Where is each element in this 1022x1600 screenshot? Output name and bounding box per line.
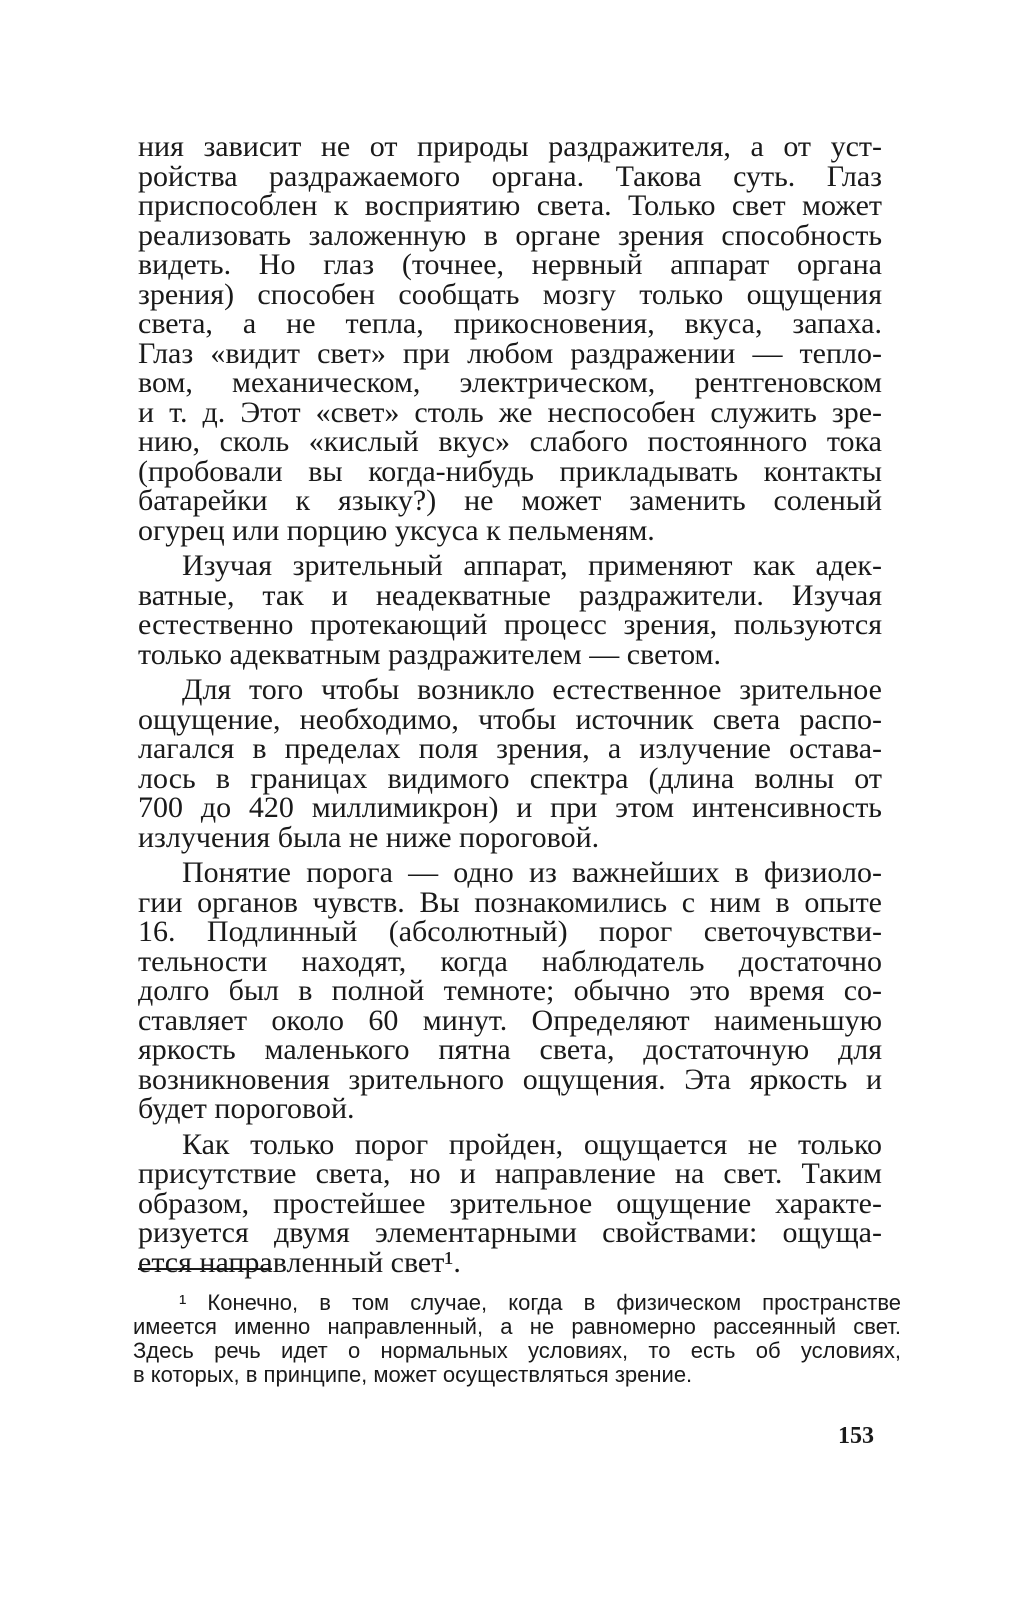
text-line: лось в границах видимого спектра (длина волны от — [138, 761, 882, 795]
text-line: 700 до 420 миллимикрон) и при этом интенсивность — [138, 791, 882, 824]
paragraph-start-line: Для того чтобы возникло естественное зрительное — [182, 673, 882, 706]
text-line: излучения была не ниже пороговой. — [138, 820, 600, 854]
text-line: яркость маленького пятна света, достаточную для — [138, 1033, 882, 1066]
text-line: (пробовали вы когда-нибудь прикладывать контакты — [138, 454, 882, 488]
body-text — [138, 132, 882, 1277]
text-line: зрения) способен сообщать мозгу только ощущения — [138, 277, 882, 311]
text-line: 16. Подлинный (абсолютный) порог светочувстви- — [138, 915, 882, 948]
text-line: ощущение, необходимо, чтобы источник света распо- — [138, 702, 882, 736]
footnote-divider — [138, 1268, 272, 1270]
text-line: Глаз «видит свет» при любом раздражении — тепло- — [138, 336, 882, 370]
paragraph-start-line: Понятие порога — одно из важнейших в физиоло- — [182, 856, 882, 889]
text-line: ройства раздражаемого органа. Такова суть. Глаз — [138, 159, 882, 193]
footnote-line: в которых, в принципе, может осуществляться зрение. — [133, 1362, 693, 1387]
paragraph-start-line: Как только порог пройден, ощущается не только — [182, 1127, 882, 1161]
text-line: нию, сколь «кислый вкус» слабого постоянного тока — [138, 425, 882, 458]
text-line: и т. д. Этот «свет» столь же неспособен служить зре- — [138, 395, 882, 429]
page-number: 153 — [838, 1423, 874, 1449]
text-line: огурец или порцию уксуса к пельменям. — [138, 513, 655, 547]
text-line: возникновения зрительного ощущения. Эта яркость и — [138, 1062, 882, 1096]
text-line: света, а не тепла, прикосновения, вкуса, запаха. — [138, 307, 882, 340]
text-line: только адекватным раздражителем — светом. — [138, 637, 722, 671]
text-line: долго был в полной темноте; обычно это время со- — [138, 974, 882, 1007]
text-line: тельности находят, когда наблюдатель достаточно — [138, 944, 882, 978]
text-line: ватные, так и неадекватные раздражители. Изучая — [138, 578, 882, 612]
text-line: лагался в пределах поля зрения, а излучение остава- — [138, 732, 882, 765]
text-line: батарейки к языку?) не может заменить соленый — [138, 484, 882, 517]
footnote-line: имеется именно направленный, а не равномерно рассеянный свет. — [133, 1314, 901, 1339]
text-line: приспособлен к восприятию света. Только свет может — [138, 189, 882, 222]
text-line: естественно протекающий процесс зрения, пользуются — [138, 608, 882, 641]
footnote-line: ¹ Конечно, в том случае, когда в физическом пространстве — [179, 1290, 901, 1315]
text-line: гии органов чувств. Вы познакомились с ним в опыте — [138, 885, 882, 919]
text-line: ризуется двумя элементарными свойствами: ощуща- — [138, 1216, 882, 1249]
paragraph-start-line: Изучая зрительный аппарат, применяют как адек- — [182, 549, 882, 582]
text-line: реализовать заложенную в органе зрения способность — [138, 218, 882, 252]
text-line: ется направленный свет¹. — [138, 1245, 461, 1279]
footnote — [133, 1291, 901, 1387]
text-line: ставляет около 60 минут. Определяют наименьшую — [138, 1003, 882, 1037]
text-line: образом, простейшее зрительное ощущение характе- — [138, 1186, 882, 1220]
text-line: будет пороговой. — [138, 1092, 355, 1125]
text-line: ния зависит не от природы раздражителя, а от уст- — [138, 130, 882, 163]
text-line: вом, механическом, электрическом, рентгеновском — [138, 366, 882, 399]
text-line: видеть. Но глаз (точнее, нервный аппарат органа — [138, 248, 882, 281]
text-line: присутствие света, но и направление на свет. Таким — [138, 1157, 882, 1190]
footnote-line: Здесь речь идет о нормальных условиях, то есть об условиях, — [133, 1338, 901, 1363]
